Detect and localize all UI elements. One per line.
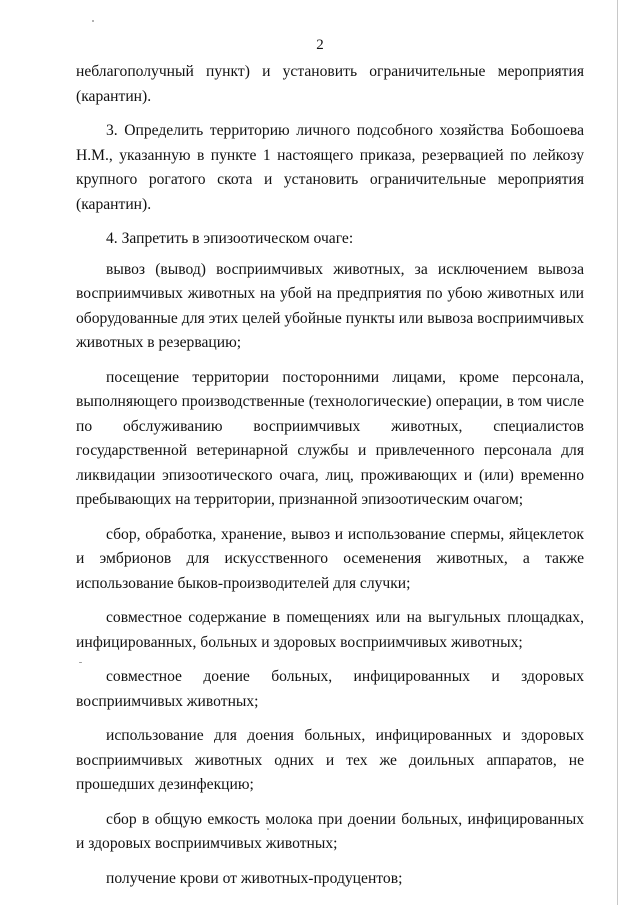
page-number: 2 <box>316 37 324 53</box>
paragraph-ban-joint-milking: совместное доение больных, инфицированных и здоровых восприимчивых животных; <box>76 668 584 710</box>
paragraph-continuation: неблагополучный пункт) и установить ограничительные мероприятия (карантин). <box>76 63 584 105</box>
paragraph-item-3: 3. Определить территорию личного подсобного хозяйства Бобошоева Н.М., указанную в пункте 1 настоящего приказа, резервацией по лейкозу крупного рогатого скота и установить ограничительные мероприятия (карантин). <box>76 122 584 213</box>
scan-speck <box>267 828 269 830</box>
paragraph-ban-milking-apparatus: использование для доения больных, инфицированных и здоровых восприимчивых животных одних и тех же доильных аппаратов, не прошедших дезинфекцию; <box>76 727 584 793</box>
paragraph-item-4: 4. Запретить в эпизоотическом очаге: <box>106 230 354 247</box>
scan-speck <box>79 662 82 663</box>
paragraph-ban-joint-keeping: совместное содержание в помещениях или на выгульных площадках, инфицированных, больных и здоровых восприимчивых животных; <box>76 609 584 651</box>
scan-edge-line <box>617 0 618 905</box>
paragraph-ban-export: вывоз (вывод) восприимчивых животных, за исключением вывоза восприимчивых животных на убой на предприятия по убою животных или оборудованные для этих целей убойные пункты или вывоза восприимчивых животных в резервацию; <box>76 260 584 351</box>
paragraph-ban-sperm: сбор, обработка, хранение, вывоз и использование спермы, яйцеклеток и эмбрионов для искусственного осеменения животных, а также использование быков-производителей для случки; <box>76 525 584 592</box>
paragraph-ban-blood: получение крови от животных-продуцентов; <box>106 869 403 887</box>
paragraph-ban-visits: посещение территории посторонними лицами, кроме персонала, выполняющего производственные (технологические) операции, в том числе по обслуживанию восприимчивых животных, специалистов государственной ветеринарной службы и привлеченного персонала для ликвидации эпизоотического очага, лиц, проживающих и (или) временно пребывающих на территории, признанной эпизоотическим очагом; <box>76 368 584 508</box>
paragraph-ban-milk-collection: сбор в общую емкость молока при доении больных, инфицированных и здоровых восприимчивых животных; <box>76 810 584 852</box>
scan-speck <box>92 20 94 22</box>
document-body <box>76 60 584 901</box>
